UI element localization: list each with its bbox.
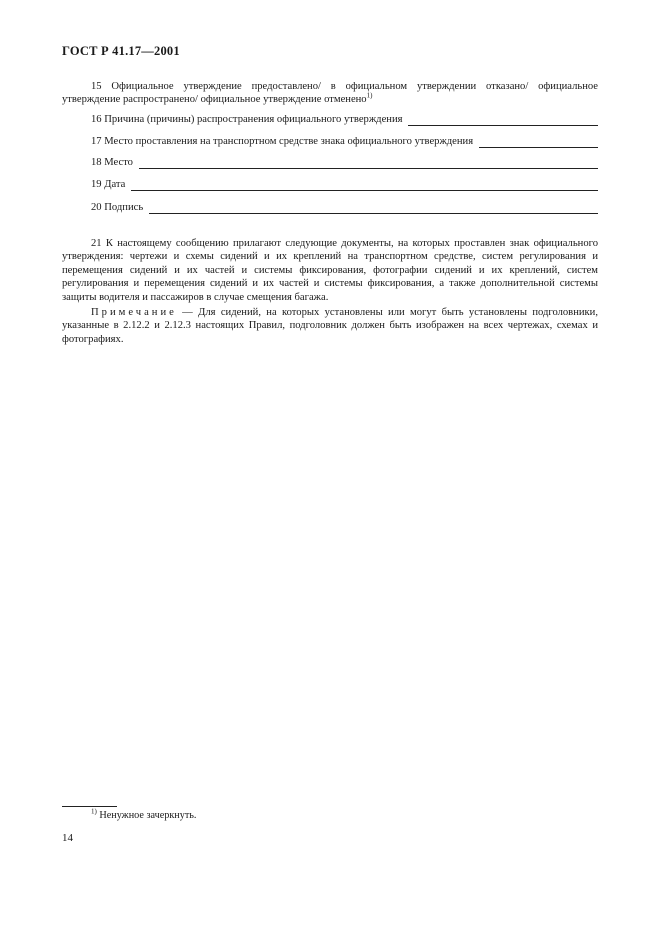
note-label: Примечание: [91, 307, 177, 318]
field-label: 18 Место: [91, 157, 133, 168]
page-number: 14: [62, 832, 73, 844]
field-18-place: [91, 156, 598, 169]
footnote-divider: [62, 806, 117, 807]
note-text: — Для сидений, на которых установлены или могут быть установлены подголовники, указанные в 2.12.2 и 2.12.3 настоящих Правил, подголовник должен быть изображен на всех чертежах, схемах и фотографиях.: [62, 307, 598, 345]
field-19-date: [91, 178, 598, 191]
item-21: [62, 237, 598, 304]
field-label: 17 Место проставления на транспортном средстве знака официального утверждения: [91, 136, 474, 147]
fill-line[interactable]: [408, 116, 598, 126]
footnote-marker: 1): [91, 807, 97, 816]
footnote: [91, 807, 197, 821]
page-header: ГОСТ Р 41.17—2001: [62, 44, 180, 58]
fill-line[interactable]: [149, 204, 598, 214]
field-label: 16 Причина (причины) распространения официального утверждения: [91, 114, 403, 125]
field-16-reason: [91, 113, 598, 126]
fill-line[interactable]: [139, 159, 598, 169]
fill-line[interactable]: [479, 138, 598, 148]
item-21-text: 21 К настоящему сообщению прилагают следующие документы, на которых проставлен знак официального утверждения: чертежи и схемы сидений и их креплений на транспортном средстве, систем регулирования и перемещения сидений и их частей и системы фиксирования, фотографии сидений и их креплений, систем регулирования и перемещения сидений и их частей и системы фиксирования, а также дополнительной системы защиты водителя и пассажиров в случае смещения багажа.: [62, 238, 598, 303]
footnote-ref: 1): [366, 91, 373, 100]
field-label: 20 Подпись: [91, 202, 144, 213]
item-15-text: 15 Официальное утверждение предоставлено/ в официальном утверждении отказано/ официальное утверждение распространено/ официальное утверждение отменено: [62, 81, 598, 106]
field-17-mark-location: [91, 135, 598, 148]
note: [62, 306, 598, 346]
footnote-text: Ненужное зачеркнуть.: [96, 810, 197, 821]
field-20-signature: [91, 201, 598, 214]
fill-line[interactable]: [131, 181, 598, 191]
item-15: [62, 80, 598, 107]
field-label: 19 Дата: [91, 179, 126, 190]
